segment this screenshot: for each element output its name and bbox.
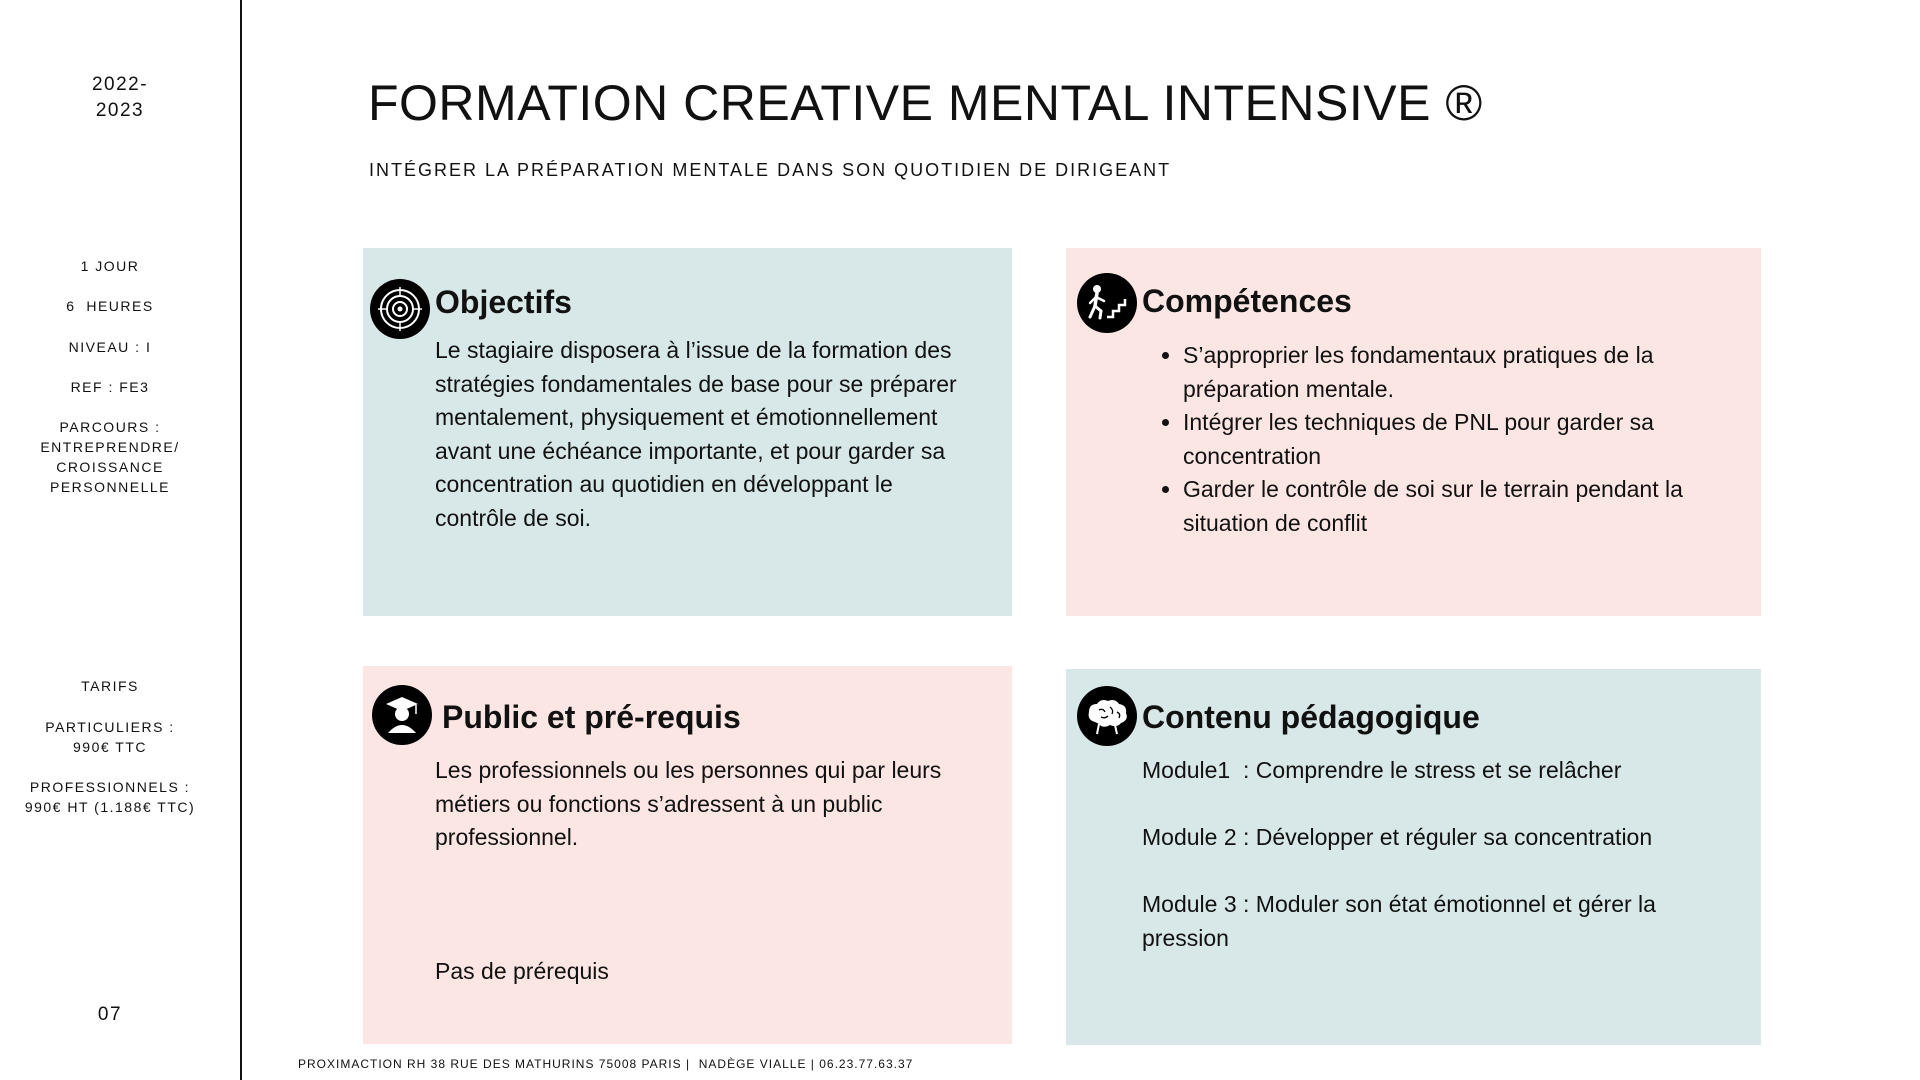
page-number: 07 bbox=[97, 1004, 123, 1025]
page-subtitle: INTÉGRER LA PRÉPARATION MENTALE DANS SON QUOTIDIEN DE DIRIGEANT bbox=[369, 160, 1172, 180]
tarif-professionnels: PROFESSIONNELS : 990€ HT (1.188€ TTC) bbox=[24, 779, 196, 815]
year: 2022- 2023 bbox=[91, 74, 149, 121]
sidebar-divider bbox=[240, 0, 242, 1080]
page-title: FORMATION CREATIVE MENTAL INTENSIVE ® bbox=[368, 75, 1483, 131]
level: NIVEAU : I bbox=[68, 339, 152, 355]
list-item: • S’approprier les fondamentaux pratiques de la préparation mentale. bbox=[1183, 339, 1699, 406]
footer-contact: PROXIMACTION RH 38 RUE DES MATHURINS 75008 PARIS | NADÈGE VIALLE | 06.23.77.63.37 bbox=[298, 1057, 914, 1071]
competences-list bbox=[1139, 339, 1699, 540]
parcours: PARCOURS : ENTREPRENDRE/ CROISSANCE PERSONNELLE bbox=[40, 419, 180, 495]
contenu-modules bbox=[1142, 754, 1732, 989]
prerequis-text: Pas de prérequis bbox=[435, 958, 609, 984]
target-icon bbox=[370, 279, 430, 339]
list-item: • Garder le contrôle de soi sur le terrain pendant la situation de conflit bbox=[1183, 473, 1699, 540]
duration-days: 1 JOUR bbox=[80, 258, 140, 274]
tarifs-label: TARIFS bbox=[81, 678, 139, 694]
public-title: Public et pré-requis bbox=[442, 699, 741, 735]
graduate-icon bbox=[372, 685, 432, 745]
list-item: • Intégrer les techniques de PNL pour garder sa concentration bbox=[1183, 406, 1699, 473]
public-text: Les professionnels ou les personnes qui par leurs métiers ou fonctions s’adressent à un public professionnel. bbox=[435, 757, 942, 850]
module-item: Module1 : Comprendre le stress et se relâcher bbox=[1142, 757, 1622, 783]
tarif-particuliers: PARTICULIERS : 990€ TTC bbox=[45, 719, 175, 755]
reference: REF : FE3 bbox=[70, 379, 150, 395]
objectifs-text: Le stagiaire disposera à l’issue de la formation des stratégies fondamentales de base pour se préparer mentalement, physiquement et émotionnellement avant une échéance importante, et pour garder sa concentration au quotidien en développant le contrôle de soi. bbox=[435, 337, 957, 531]
contenu-title: Contenu pédagogique bbox=[1142, 699, 1480, 735]
duration-hours: 6 HEURES bbox=[66, 298, 154, 314]
module-item: Module 3 : Moduler son état émotionnel et gérer la pression bbox=[1142, 891, 1656, 951]
objectifs-title: Objectifs bbox=[435, 284, 572, 320]
brain-icon bbox=[1077, 686, 1137, 746]
sidebar bbox=[0, 0, 240, 1080]
module-item: Module 2 : Développer et réguler sa concentration bbox=[1142, 824, 1653, 850]
competences-title: Compétences bbox=[1142, 283, 1352, 319]
climbing-stairs-icon bbox=[1077, 273, 1137, 333]
